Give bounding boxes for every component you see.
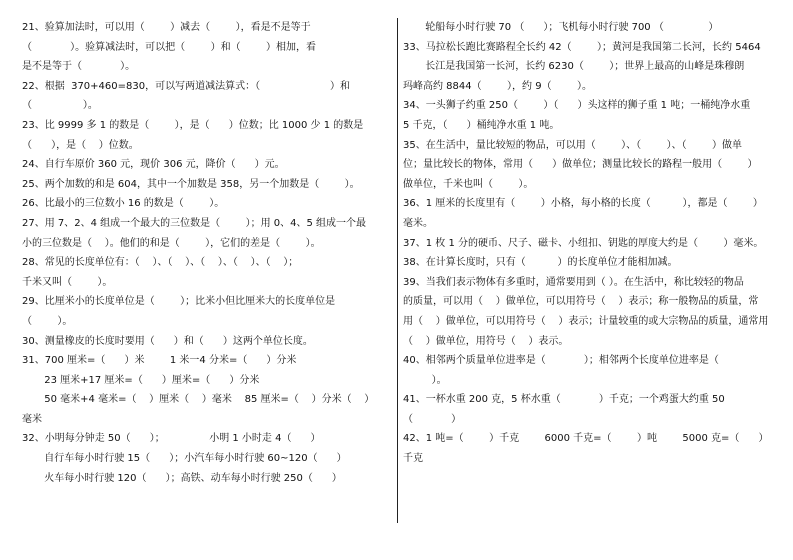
text-line: 用（ ）做单位，可以用符号（ ）表示；计量较重的或大宗物品的质量，通常用 bbox=[403, 315, 769, 327]
text-line: 26、比最小的三位数小 16 的数是（ ）。 bbox=[22, 198, 225, 210]
text-line: 42、1 吨=（ ）千克 6000 千克=（ ）吨 5000 克=（ ） bbox=[403, 433, 769, 445]
text-line: 38、在计算长度时，只有（ ）的长度单位才能相加减。 bbox=[403, 257, 678, 269]
text-line: 31、700 厘米=（ ）米 1 米一4 分米=（ ）分米 bbox=[22, 355, 297, 367]
text-line: 36、1 厘米的长度里有（ ）小格，每小格的长度（ ），都是（ ） bbox=[403, 198, 763, 210]
text-line: 39、当我们表示物体有多重时，通常要用到（ ）。在生活中，称比较轻的物品 bbox=[403, 276, 744, 288]
text-line: ）。 bbox=[403, 374, 447, 386]
text-line: （ ） bbox=[403, 413, 462, 425]
text-line: 做单位，千米也叫（ ）。 bbox=[403, 178, 534, 190]
text-line: （ ），是（ ）位数。 bbox=[22, 139, 139, 151]
text-line: 长江是我国第一长河，长约 6230（ ）；世界上最高的山峰是珠穆朗 bbox=[403, 61, 745, 73]
text-line: 50 毫米+4 毫米=（ ）厘米（ ）毫米 85 厘米=（ ）分米（ ） bbox=[22, 394, 375, 406]
text-line: 23、比 9999 多 1 的数是（ ），是（ ）位数；比 1000 少 1 的数是 bbox=[22, 119, 364, 131]
text-line: 5 千克，（ ）桶纯净水重 1 吨。 bbox=[403, 119, 560, 131]
text-line: 的质量，可以用（ ）做单位，可以用符号（ ）表示；称一般物品的质量，常 bbox=[403, 296, 759, 308]
text-line: （ ）做单位，用符号（ ）表示。 bbox=[403, 335, 569, 347]
text-line: 30、测量橡皮的长度时要用（ ）和（ ）这两个单位长度。 bbox=[22, 335, 313, 347]
text-line: 37、1 枚 1 分的硬币、尺子、磁卡、小纽扣、钥匙的厚度大约是（ ）毫米。 bbox=[403, 237, 764, 249]
text-line: 轮船每小时行驶 70 （ ）；飞机每小时行驶 700 （ ） bbox=[403, 22, 719, 33]
text-line: 40、相邻两个质量单位进率是（ ）；相邻两个长度单位进率是（ bbox=[403, 355, 719, 367]
text-line: 23 厘米+17 厘米=（ ）厘米=（ ）分米 bbox=[22, 374, 260, 386]
text-line: 32、小明每分钟走 50（ ）； 小明 1 小时走 4（ ） bbox=[22, 433, 321, 445]
text-line: 21、验算加法时，可以用（ ）减去（ ），看是不是等于 bbox=[22, 22, 311, 33]
text-line: 是不是等于（ ）。 bbox=[22, 61, 136, 73]
text-line: 千克 bbox=[403, 453, 423, 465]
text-line: 千米又叫（ ）。 bbox=[22, 276, 113, 288]
text-line: 34、一头狮子约重 250（ ）（ ）头这样的狮子重 1 吨；一桶纯净水重 bbox=[403, 100, 751, 112]
text-line: 毫米 bbox=[22, 413, 42, 425]
text-line: 22、根据 370+460=830，可以写两道减法算式：（ ）和 bbox=[22, 80, 351, 92]
text-line: （ ）。验算减法时，可以把（ ）和（ ）相加，看 bbox=[22, 41, 317, 53]
text-line: 33、马拉松长跑比赛路程全长约 42（ ）；黄河是我国第二长河，长约 5464 bbox=[403, 41, 761, 53]
text-line: （ ）。 bbox=[22, 100, 98, 112]
text-line: 位；量比较长的物体，常用（ ）做单位；测量比较长的路程一般用（ ） bbox=[403, 159, 758, 171]
text-line: 自行车每小时行驶 15（ ）；小汽车每小时行驶 60~120（ ） bbox=[22, 453, 347, 465]
text-line: 玛峰高约 8844（ ），约 9（ ）。 bbox=[403, 80, 593, 92]
text-line: 毫米。 bbox=[403, 217, 433, 229]
text-line: 27、用 7、2、4 组成一个最大的三位数是（ ）；用 0、4、5 组成一个最 bbox=[22, 217, 367, 229]
text-line: 29、比厘米小的长度单位是（ ）；比米小但比厘米大的长度单位是 bbox=[22, 296, 336, 308]
text-line: 24、自行车原价 360 元，现价 306 元，降价（ ）元。 bbox=[22, 159, 285, 171]
text-line: 25、两个加数的和是 604，其中一个加数是 358，另一个加数是（ ）。 bbox=[22, 178, 360, 190]
text-line: 41、一杯水重 200 克，5 杯水重（ ）千克；一个鸡蛋大约重 50 bbox=[403, 394, 725, 406]
text-line: 火车每小时行驶 120（ ）；高铁、动车每小时行驶 250（ ） bbox=[22, 472, 342, 484]
column-divider bbox=[397, 18, 398, 523]
right-column bbox=[403, 18, 773, 469]
text-line: 小的三位数是（ ）。他们的和是（ ），它们的差是（ ）。 bbox=[22, 237, 321, 249]
text-line: 35、在生活中，量比较短的物品，可以用（ ）、（ ）、（ ）做单 bbox=[403, 139, 743, 151]
text-line: （ ）。 bbox=[22, 315, 73, 327]
left-column bbox=[22, 18, 394, 488]
text-line: 28、常见的长度单位有：（ ）、（ ）、（ ）、（ ）、（ ）； bbox=[22, 257, 299, 269]
